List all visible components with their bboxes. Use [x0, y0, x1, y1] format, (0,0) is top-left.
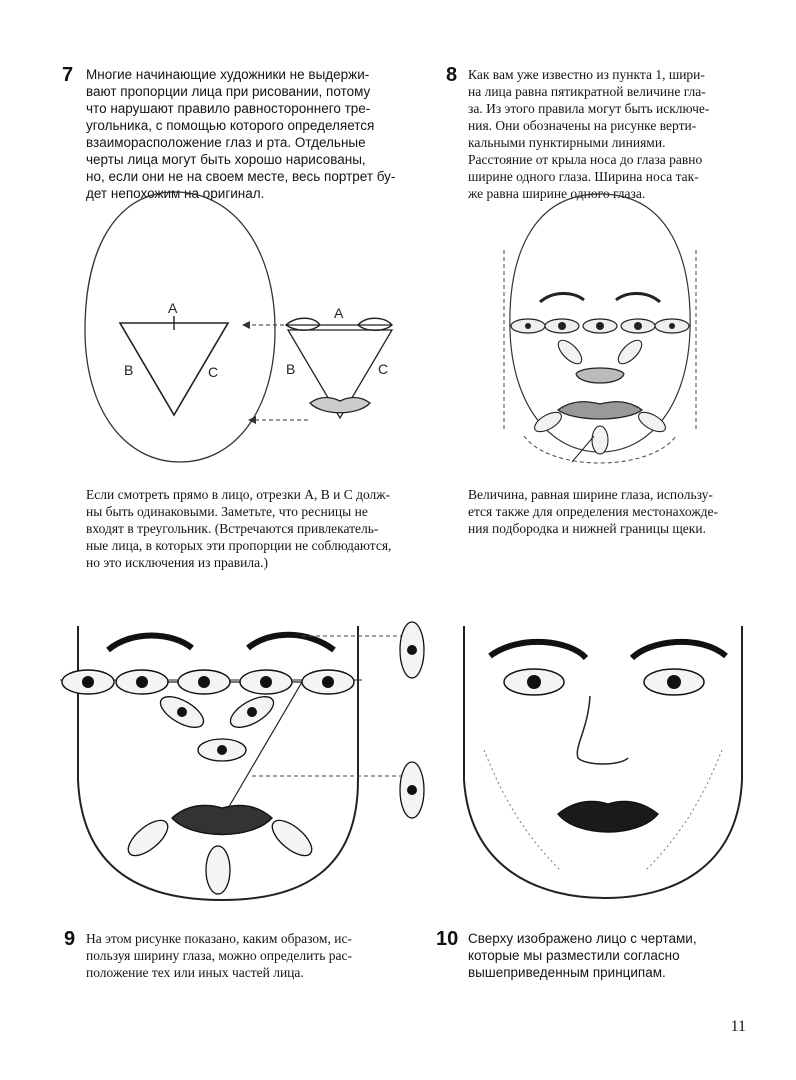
text-line: кальными пунктирными линиями.: [468, 135, 666, 150]
caption-line: Величина, равная ширине глаза, использу-: [468, 487, 713, 502]
triangle-proportion-figure: [60, 190, 420, 470]
brow-right: [616, 294, 660, 303]
section-8-number: 8: [446, 64, 458, 86]
eye-width-face-figure: [490, 190, 710, 470]
pointer-line: [572, 436, 594, 462]
text-line: которые мы разместили согласно: [468, 948, 680, 963]
middle-eyes-9: [156, 690, 279, 761]
text-line: вышеприведенным принципам.: [468, 965, 666, 980]
brow-left-9: [108, 636, 192, 651]
mouth-shape: [310, 397, 370, 412]
diagonal-eyes: [554, 336, 645, 367]
section-8-text: [468, 66, 709, 202]
section-9-number: 9: [64, 928, 76, 950]
label-a: A: [168, 300, 178, 316]
brow-right-9: [248, 635, 334, 650]
label-a-right: A: [334, 305, 344, 321]
caption-line: ется также для определения местонахожде-: [468, 504, 719, 519]
text-line: положение тех или иных частей лица.: [86, 965, 304, 980]
text-line: Сверху изображено лицо с чертами,: [468, 931, 697, 946]
brow-left-10: [490, 642, 586, 658]
text-line: На этом рисунке показано, каким образом, ис-: [86, 931, 352, 946]
text-line: за. Из этого правила могут быть исключе-: [468, 101, 710, 116]
caption-line: входят в треугольник. (Встречаются привлекатель-: [86, 521, 379, 536]
text-line: ния. Они обозначены на рисунке верти-: [468, 118, 697, 133]
finished-face-figure: [460, 600, 750, 910]
label-c: C: [208, 364, 219, 380]
caption-line: ния подбородка и нижней границы щеки.: [468, 521, 706, 536]
section-7-number: 7: [62, 64, 74, 86]
text-line: Расстояние от крыла носа до глаза равно: [468, 152, 703, 167]
nose-shape: [576, 368, 624, 383]
text-line: что нарушают правило равностороннего тре-: [86, 101, 371, 116]
section-10-text: [468, 930, 697, 981]
mouth-9: [172, 805, 272, 834]
section-7-text: [86, 66, 395, 202]
arrowhead-bottom: [248, 416, 256, 424]
text-line: вают пропорции лица при рисовании, потому: [86, 84, 371, 99]
caption-line: но это исключения из правила.): [86, 555, 268, 570]
eye-measure-face-figure: [52, 600, 442, 910]
text-line: ширине одного глаза. Ширина носа так-: [468, 169, 699, 184]
nose-10: [577, 696, 628, 764]
mouth-shape: [558, 402, 642, 419]
section-10-number: 10: [436, 928, 459, 950]
text-line: угольника, с помощью которого определяется: [86, 118, 375, 133]
eye-left-shape: [286, 318, 320, 330]
cheek-shade-right: [646, 750, 722, 870]
cheek-shade-left: [484, 750, 560, 870]
face-outline-10: [464, 626, 742, 898]
text-line: пользуя ширину глаза, можно определить рас-: [86, 948, 352, 963]
text-line: взаиморасположение глаз и рта. Отдельные: [86, 135, 366, 150]
page-number: 11: [730, 1018, 746, 1035]
caption-line: ные лица, в которых эти пропорции не соблюдаются,: [86, 538, 392, 553]
section-9-text: [86, 930, 352, 981]
text-line: же равна ширине одного глаза.: [468, 186, 646, 201]
text-line: но, если они не на своем месте, весь портрет бу-: [86, 169, 396, 184]
section-8-caption: [468, 486, 718, 537]
brow-left: [540, 294, 584, 303]
text-line: на лица равна пятикратной величине гла-: [468, 84, 706, 99]
label-b-right: B: [286, 361, 296, 377]
text-line: черты лица могут быть хорошо нарисованы,: [86, 152, 366, 167]
text-line: дет непохожим на оригинал.: [86, 186, 265, 201]
label-c-right: C: [378, 361, 389, 377]
caption-line: Если смотреть прямо в лицо, отрезки А, В и С долж-: [86, 487, 391, 502]
caption-line: ны быть одинаковыми. Заметьте, что ресницы не: [86, 504, 368, 519]
arrowhead-top: [242, 321, 250, 329]
eye-right-shape: [358, 318, 392, 330]
label-b: B: [124, 362, 134, 378]
mouth-10: [558, 801, 658, 832]
section-7-caption: [86, 486, 391, 571]
text-line: Многие начинающие художники не выдержи-: [86, 67, 370, 82]
text-line: Как вам уже известно из пункта 1, шири-: [468, 67, 705, 82]
brow-right-10: [632, 642, 726, 658]
